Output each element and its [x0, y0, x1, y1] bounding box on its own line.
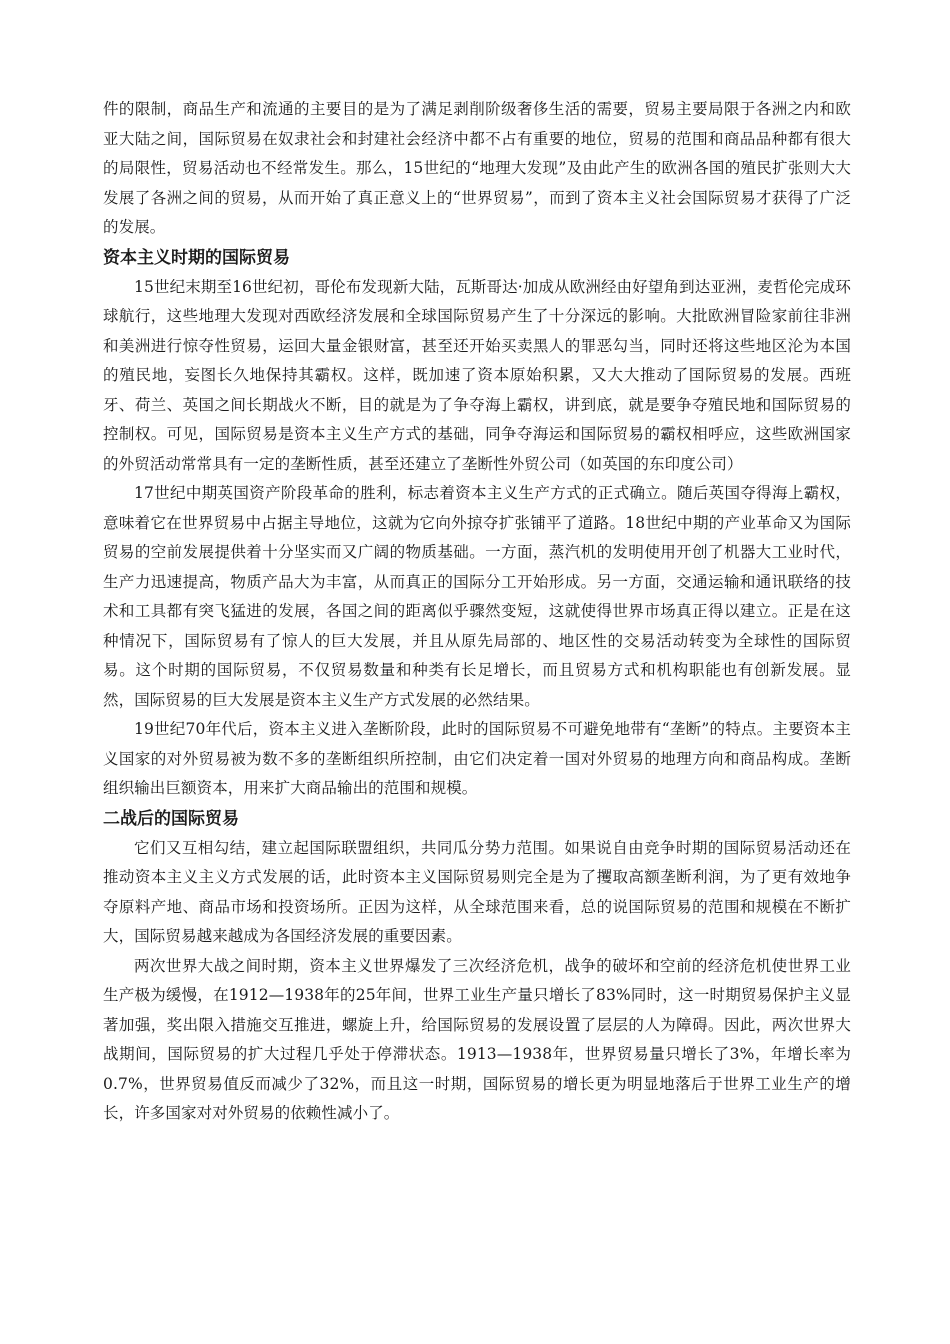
section-heading-capitalist-era: 资本主义时期的国际贸易 — [103, 247, 290, 268]
paragraph-industrial-revolution: 17世纪中期英国资产阶段革命的胜利，标志着资本主义生产方式的正式确立。随后英国夺得海上霸权，意味着它在世界贸易中占据主导地位，这就为它向外掠夺扩张铺平了道路。18世纪中期的产业革命又为国际贸易的空前发展提供着十分坚实而又广阔的物质基础。一方面，蒸汽机的发明使用开创了机器大工业时代，生产力迅速提高，物质产品大为丰富，从而真正的国际分工开始形成。另一方面，交通运输和通讯联络的技术和工具都有突飞猛进的发展，各国之间的距离似乎骤然变短，这就使得世界市场真正得以建立。正是在这种情况下，国际贸易有了惊人的巨大发展，并且从原先局部的、地区性的交易活动转变为全球性的国际贸易。这个时期的国际贸易，不仅贸易数量和种类有长足增长，而且贸易方式和机构职能也有创新发展。显然，国际贸易的巨大发展是资本主义生产方式发展的必然结果。 — [103, 484, 851, 709]
document-body — [103, 95, 851, 1129]
paragraph-monopoly-stage: 19世纪70年代后，资本主义进入垄断阶段，此时的国际贸易不可避免地带有“垄断”的特点。主要资本主义国家的对外贸易被为数不多的垄断组织所控制，由它们决定着一国对外贸易的地理方向和商品构成。垄断组织输出巨额资本，用来扩大商品输出的范围和规模。 — [103, 720, 851, 797]
section-heading-postwar: 二战后的国际贸易 — [103, 808, 239, 829]
paragraph-intro: 件的限制，商品生产和流通的主要目的是为了满足剥削阶级奢侈生活的需要，贸易主要局限于各洲之内和欧亚大陆之间，国际贸易在奴隶社会和封建社会经济中都不占有重要的地位，贸易的范围和商品品种都有很大的局限性，贸易活动也不经常发生。那么，15世纪的“地理大发现”及由此产生的欧洲各国的殖民扩张则大大发展了各洲之间的贸易，从而开始了真正意义上的“世界贸易”，而到了资本主义社会国际贸易才获得了广泛的发展。 — [103, 100, 851, 236]
paragraph-interwar: 两次世界大战之间时期，资本主义世界爆发了三次经济危机，战争的破坏和空前的经济危机使世界工业生产极为缓慢，在1912—1938年的25年间，世界工业生产量只增长了83%同时，这一时期贸易保护主义显著加强，奖出限入措施交互推进，螺旋上升，给国际贸易的发展设置了层层的人为障碍。因此，两次世界大战期间，国际贸易的扩大过程几乎处于停滞状态。1913—1938年，世界贸易量只增长了3%，年增长率为0.7%，世界贸易值反而减少了32%，而且这一时期，国际贸易的增长更为明显地落后于世界工业生产的增长，许多国家对对外贸易的依赖性减小了。 — [103, 956, 851, 1122]
paragraph-alliances: 它们又互相勾结，建立起国际联盟组织，共同瓜分势力范围。如果说自由竞争时期的国际贸易活动还在推动资本主义主义方式发展的话，此时资本主义国际贸易则完全是为了攫取高额垄断利润，为了更有效地争夺原料产地、商品市场和投资场所。正因为这样，从全球范围来看，总的说国际贸易的范围和规模在不断扩大，国际贸易越来越成为各国经济发展的重要因素。 — [103, 838, 851, 945]
paragraph-discovery: 15世纪末期至16世纪初，哥伦布发现新大陆，瓦斯哥达·加成从欧洲经由好望角到达亚洲，麦哲伦完成环球航行，这些地理大发现对西欧经济发展和全球国际贸易产生了十分深远的影响。大批欧洲冒险家前往非洲和美洲进行惊夺性贸易，运回大量金银财富，甚至还开始买卖黑人的罪恶勾当，同时还将这些地区沦为本国的殖民地，妄图长久地保持其霸权。这样，既加速了资本原始积累，又大大推动了国际贸易的发展。西班牙、荷兰、英国之间长期战火不断，目的就是为了争夺海上霸权，讲到底，就是要争夺殖民地和国际贸易的控制权。可见，国际贸易是资本主义生产方式的基础，同争夺海运和国际贸易的霸权相呼应，这些欧洲国家的外贸活动常常具有一定的垄断性质，甚至还建立了垄断性外贸公司（如英国的东印度公司） — [103, 277, 851, 473]
